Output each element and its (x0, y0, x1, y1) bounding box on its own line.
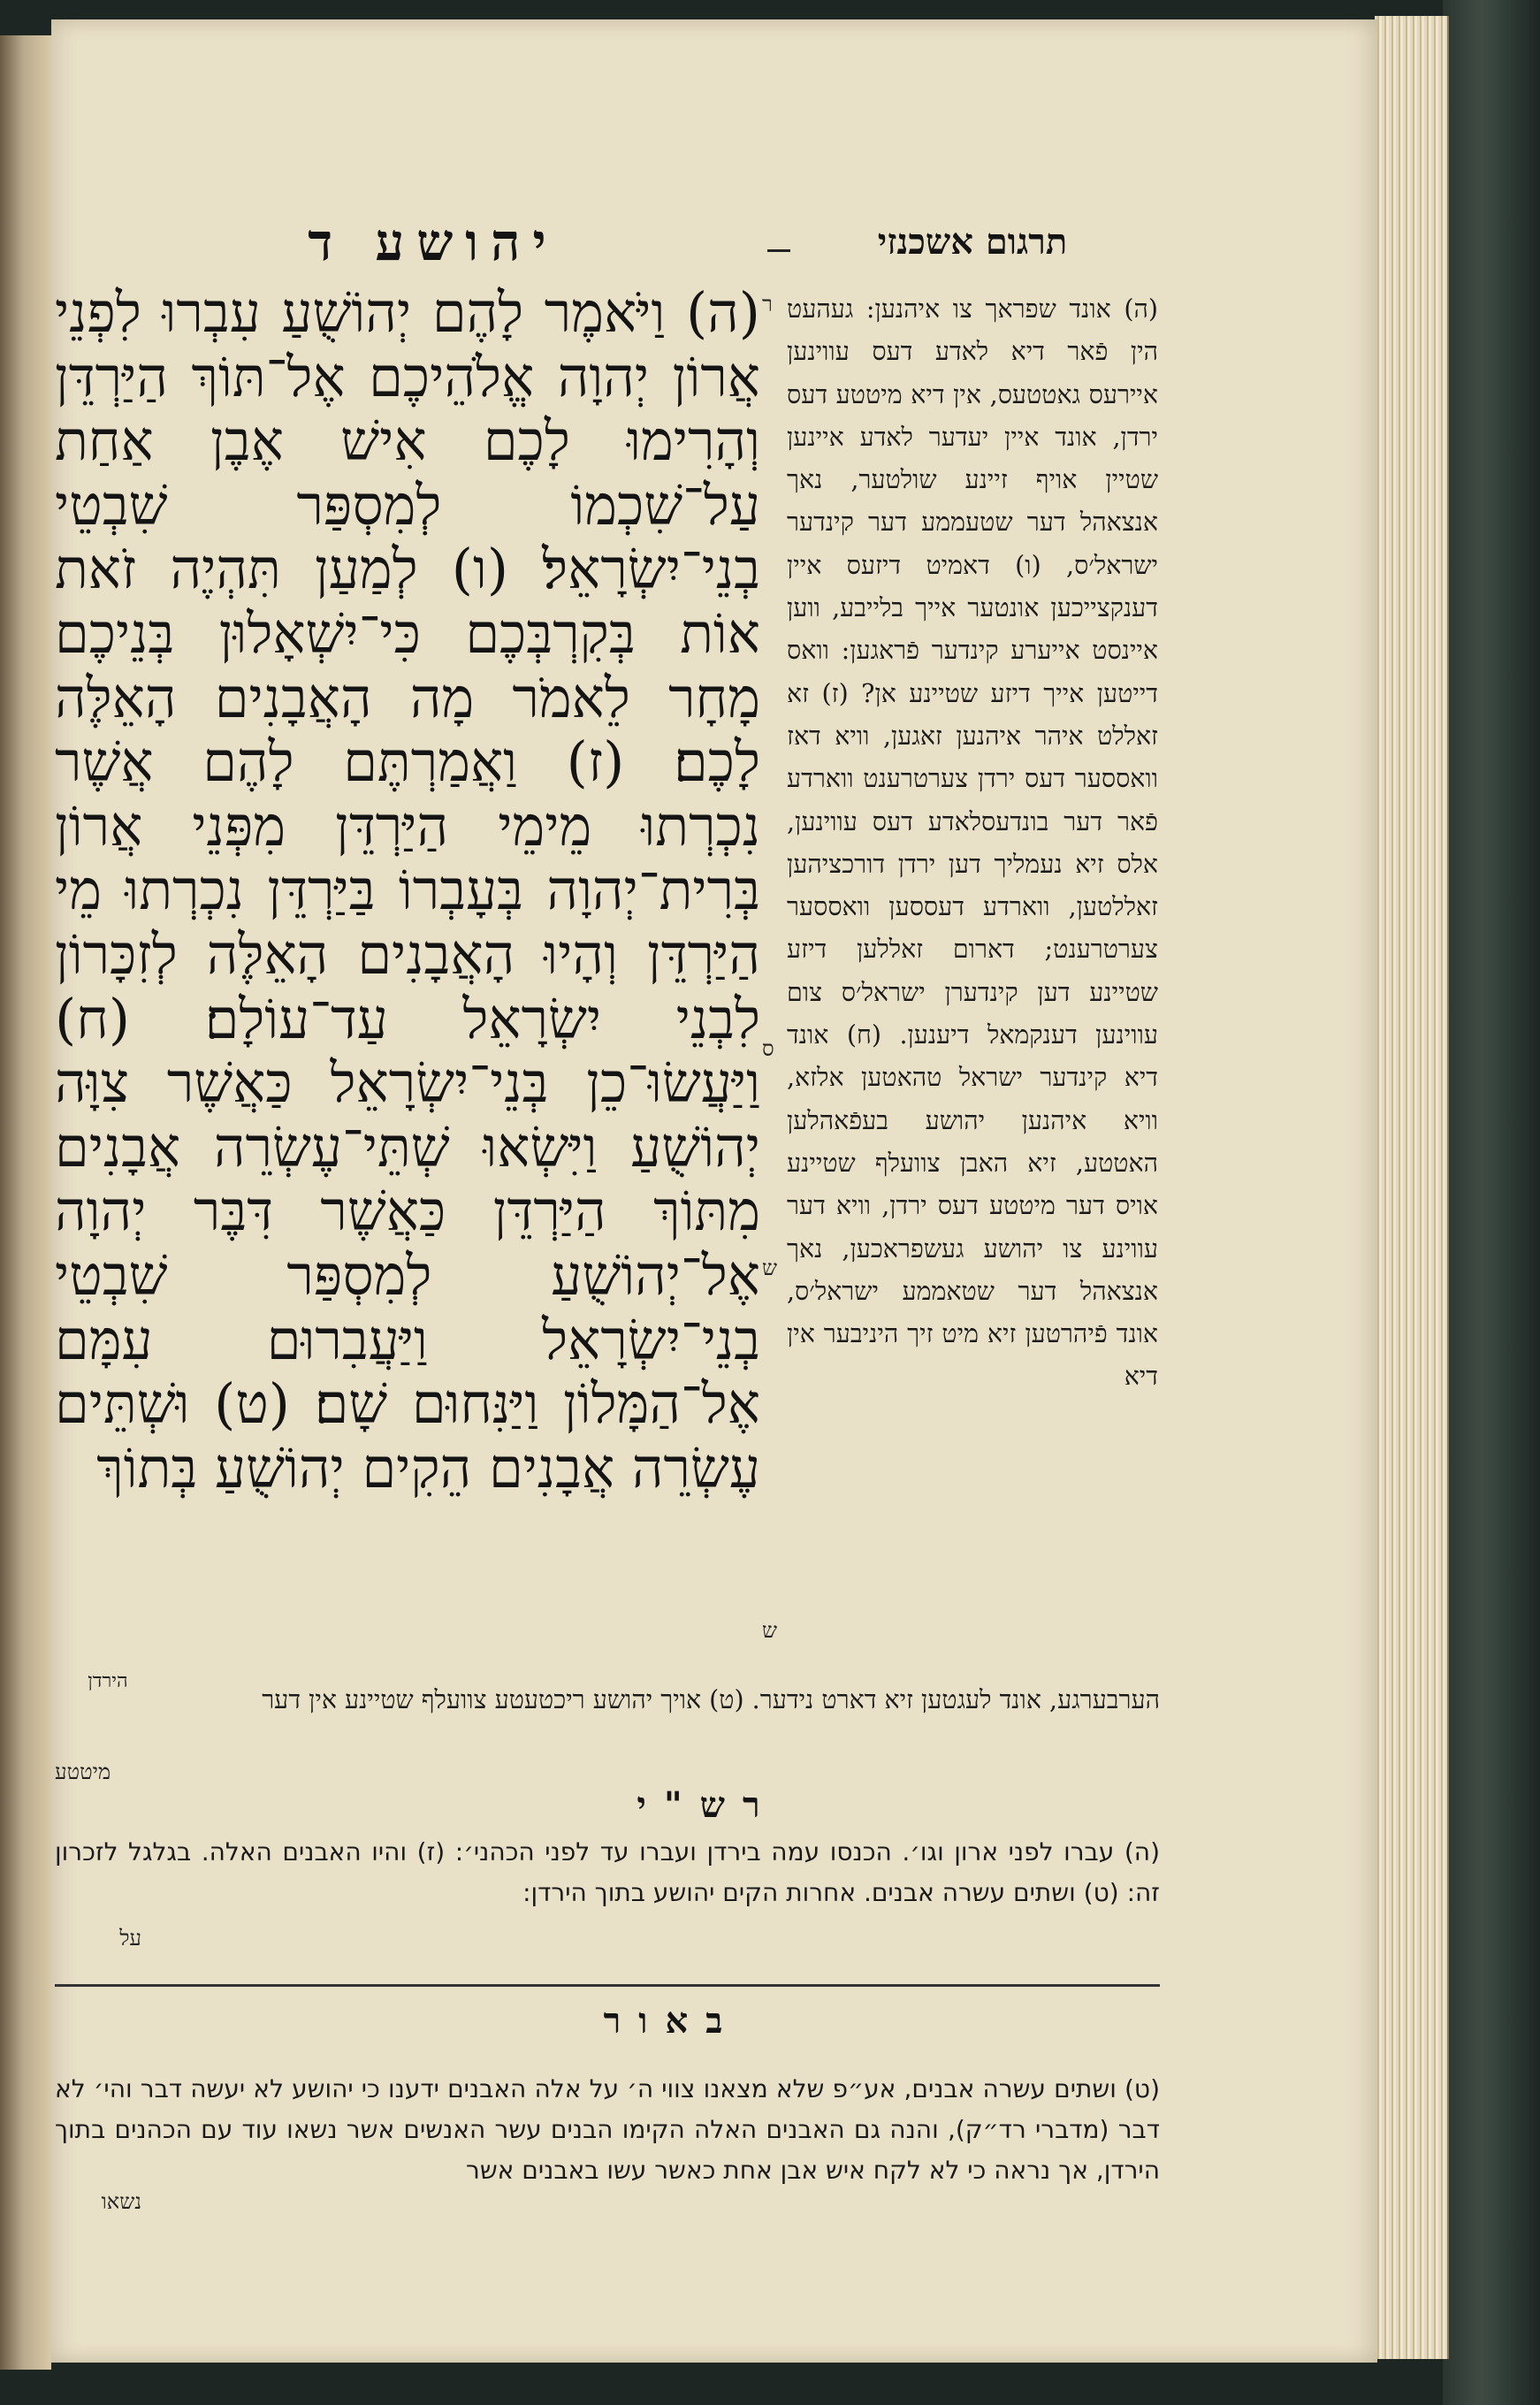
page-stack-edges (1375, 16, 1449, 2359)
main-text-catchword: הירדן (88, 1670, 128, 1692)
targum-translation-column: (ה) אונד שפראך צו איהנען: געהעט הין פֿאר דיא לאדע דעס עווינען איירעס גאטטעס, אין דיא מיטטע דעס ירדן, אונד איין יעדער לאדע איינען שטיין אויף זיינע שולטער, נאך אנצאהל דער שטעממע דער קינדער ישראל׳ס, (ו) דאמיט דיזעס איין דענקצייכען אונטער אייך בלייבע, ווען איינסט אייערע קינדער פֿראגען: וואס דייטען אייך דיזע שטיינע אן? (ז) זא זאללט איהר איהנען זאגען, וויא דאז וואססער דעס ירדן צערטרענט ווארדע פֿאר דער בונדעסלאדע דעס עווינען, אלס זיא נעמליך דען ירדן דורכציהען זאללטען, ווארדע דעססען וואססער צערטרענט; דארום זאללען דיזע שטיינע דען קינדערן ישראל׳ס צום עווינען דענקמאל דיענען. (ח) אונד דיא קינדער ישראל טהאטען אלזא, וויא איהנען יהושע בעפֿאהלען האטטע, זיא האבן צוועלף שטיינע אויס דער מיטטע דעס ירדן, וויא דער עווינע צו יהושע געשפראכען, נאך אנצאהל דער שטאממע ישראל׳ס, אונד פֿיהרטען זיא מיט זיך היניבער אין דיא (787, 294, 1158, 1392)
header-divider (767, 249, 790, 252)
book-cover (1443, 0, 1540, 2405)
targum-catchword: מיטטע (55, 1760, 111, 1784)
rashi-heading: רש"י (637, 1784, 778, 1826)
rashi-commentary: (ה) עברו לפני ארון וגו׳. הכנסו עמה בירדן ועברו עד לפני הכהני׳: (ז) והיו האבנים האלה. בגלגל לזכרון זה: (ט) ושתים עשרה אבנים. אחרות הקים יהושע בתוך הירדן: (55, 1837, 1160, 1907)
biur-heading: באור (603, 2000, 741, 2042)
biur-commentary: (ט) ושתים עשרה אבנים, אע״פ שלא מצאנו צווי ה׳ על אלה האבנים ידענו כי יהושע לא יעשה דבר והי׳ לא דבר (מדברי רד״ק), והנה גם האבנים האלה הקימו הבנים עשר האנשים אשר נשאו עוד עם הכהנים בתוך הירדן, אך נראה כי לא לקח איש אבן אחת כאשר עשו באבנים אשר (55, 2074, 1160, 2185)
facing-page-edge (0, 35, 51, 2370)
hebrew-bible-text: (ה) וַיֹּאמֶר לָהֶם יְהוֹשֻׁעַ עִבְרוּ לִפְנֵי אֲרוֹן יְהוָה אֱלֹהֵיכֶם אֶל־תּוֹךְ הַיַּרְדֵּן וְהָרִימוּ לָכֶם אִישׁ אֶבֶן אַחַת עַל־שִׁכְמוֹ לְמִסְפַּר שִׁבְטֵי בְנֵי־יִשְׂרָאֵל׃ (ו) לְמַעַן תִּהְיֶה זֹאת אוֹת בְּקִרְבְּכֶם כִּי־יִשְׁאָלוּן בְּנֵיכֶם מָחָר לֵאמֹר מָה הָאֲבָנִים הָאֵלֶּה לָכֶם׃ (ז) וַאֲמַרְתֶּם לָהֶם אֲשֶׁר נִכְרְתוּ מֵימֵי הַיַּרְדֵּן מִפְּנֵי אֲרוֹן בְּרִית־יְהוָה בְּעָבְרוֹ בַּיַּרְדֵּן נִכְרְתוּ מֵי הַיַּרְדֵּן וְהָיוּ הָאֲבָנִים הָאֵלֶּה לְזִכָּרוֹן לִבְנֵי יִשְׂרָאֵל עַד־עוֹלָם׃ (ח) וַיַּעֲשׂוּ־כֵן בְּנֵי־יִשְׂרָאֵל כַּאֲשֶׁר צִוָּה יְהוֹשֻׁעַ וַיִּשְׂאוּ שְׁתֵּי־עֶשְׂרֵה אֲבָנִים מִתּוֹךְ הַיַּרְדֵּן כַּאֲשֶׁר דִּבֶּר יְהוָה אֶל־יְהוֹשֻׁעַ לְמִסְפַּר שִׁבְטֵי בְנֵי־יִשְׂרָאֵל וַיַּעֲבִרוּם עִמָּם אֶל־הַמָּלוֹן וַיַּנִּחוּם שָׁם׃ (ט) וּשְׁתֵּים עֶשְׂרֵה אֲבָנִים הֵקִים יְהוֹשֻׁעַ בְּתוֹךְ (55, 280, 760, 1500)
targum-column-header: תרגום אשכנזי (877, 221, 1068, 263)
margin-mark: ר (762, 292, 773, 317)
page-header-title: יהושע ד (308, 212, 559, 272)
margin-mark: ס (762, 1036, 774, 1061)
margin-mark: ש (762, 1618, 777, 1643)
rashi-catchword: על (119, 1926, 141, 1951)
biur-catchword: נשאו (101, 2189, 141, 2214)
margin-mark: ש (762, 1256, 777, 1280)
section-divider (55, 1984, 1160, 1987)
targum-continuation-line: הערבערגע, אונד לעגטען זיא דארט נידער. (ט) אויך יהושע ריכטעטע צוועלף שטיינע אין דער (262, 1685, 1160, 1714)
